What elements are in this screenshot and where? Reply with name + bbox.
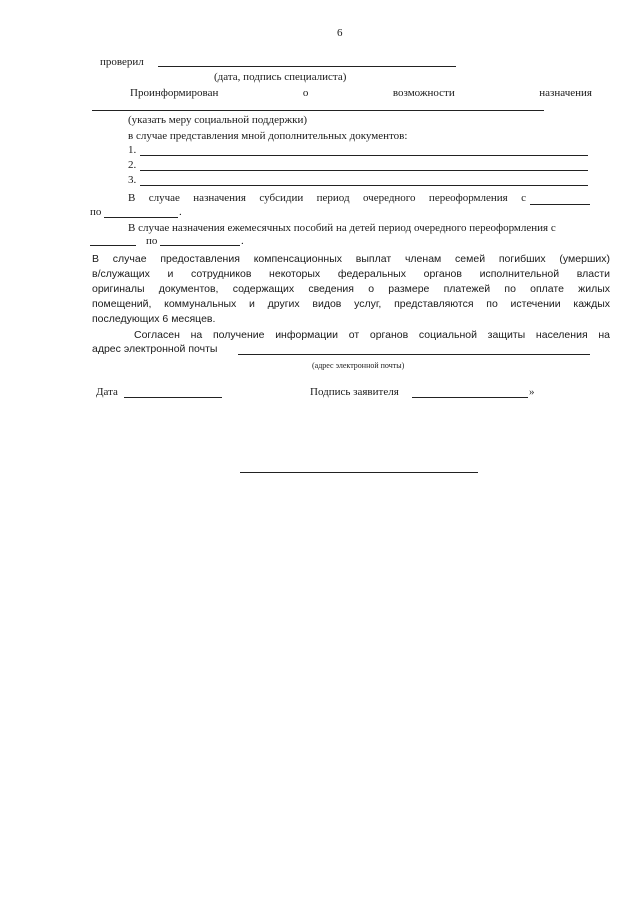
child-benefit-to-label: по (146, 235, 158, 247)
compensation-line-1: В случае предоставления компенсационных выплат членам семей погибших (умерших) (92, 253, 610, 265)
doc-item-1-line (140, 155, 588, 156)
informed-word-3: возможности (392, 87, 455, 99)
doc-item-3-number: 3. (128, 174, 137, 186)
docs-intro: в случае представления мной дополнительных документов: (128, 130, 408, 142)
compensation-line-4: помещений, коммунальных и других видов услуг, представляются по истечении каждых (92, 298, 610, 310)
child-benefit-period-text: В случае назначения ежемесячных пособий на детей период очередного переоформления с (128, 222, 556, 234)
signature-line (412, 397, 528, 398)
date-line (124, 397, 222, 398)
email-caption: (адрес электронной почты) (312, 361, 405, 370)
subsidy-end-period: . (179, 206, 182, 218)
signature-label: Подпись заявителя (310, 386, 399, 398)
subsidy-to-label: по (90, 206, 102, 218)
subsidy-start-line (530, 204, 590, 205)
subsidy-end-line (104, 217, 178, 218)
compensation-line-5: последующих 6 месяцев. (92, 313, 216, 325)
compensation-line-2: в/служащих и сотрудников некоторых федеральных органов исполнительной власти (92, 268, 610, 280)
informed-line (130, 87, 592, 100)
subsidy-period-text: В случае назначения субсидии период очередного переоформления с (128, 192, 526, 204)
verified-label: проверил (100, 56, 144, 68)
support-measure-line (92, 110, 544, 111)
doc-item-3-line (140, 185, 588, 186)
closing-quote: » (529, 386, 535, 398)
child-benefit-start-line (90, 245, 136, 246)
compensation-line-3: оригиналы документов, содержащих сведения о размере платежей по оплате жилых (92, 283, 610, 295)
page-number: 6 (337, 27, 343, 39)
informed-word-1: Проинформирован (130, 87, 219, 99)
end-divider (240, 472, 478, 473)
doc-item-1-number: 1. (128, 144, 137, 156)
informed-word-4: назначения (539, 87, 592, 99)
email-line (238, 354, 590, 355)
date-label: Дата (96, 386, 118, 398)
doc-item-2-number: 2. (128, 159, 137, 171)
verified-caption: (дата, подпись специалиста) (214, 71, 347, 83)
child-benefit-end-period: . (241, 235, 244, 247)
support-measure-caption: (указать меру социальной поддержки) (128, 114, 307, 126)
verified-line (158, 66, 456, 67)
consent-line-1: Согласен на получение информации от органов социальной защиты населения на (134, 329, 610, 341)
doc-item-2-line (140, 170, 588, 171)
consent-line-2: адрес электронной почты (92, 343, 218, 355)
informed-word-2: о (302, 87, 309, 99)
child-benefit-end-line (160, 245, 240, 246)
